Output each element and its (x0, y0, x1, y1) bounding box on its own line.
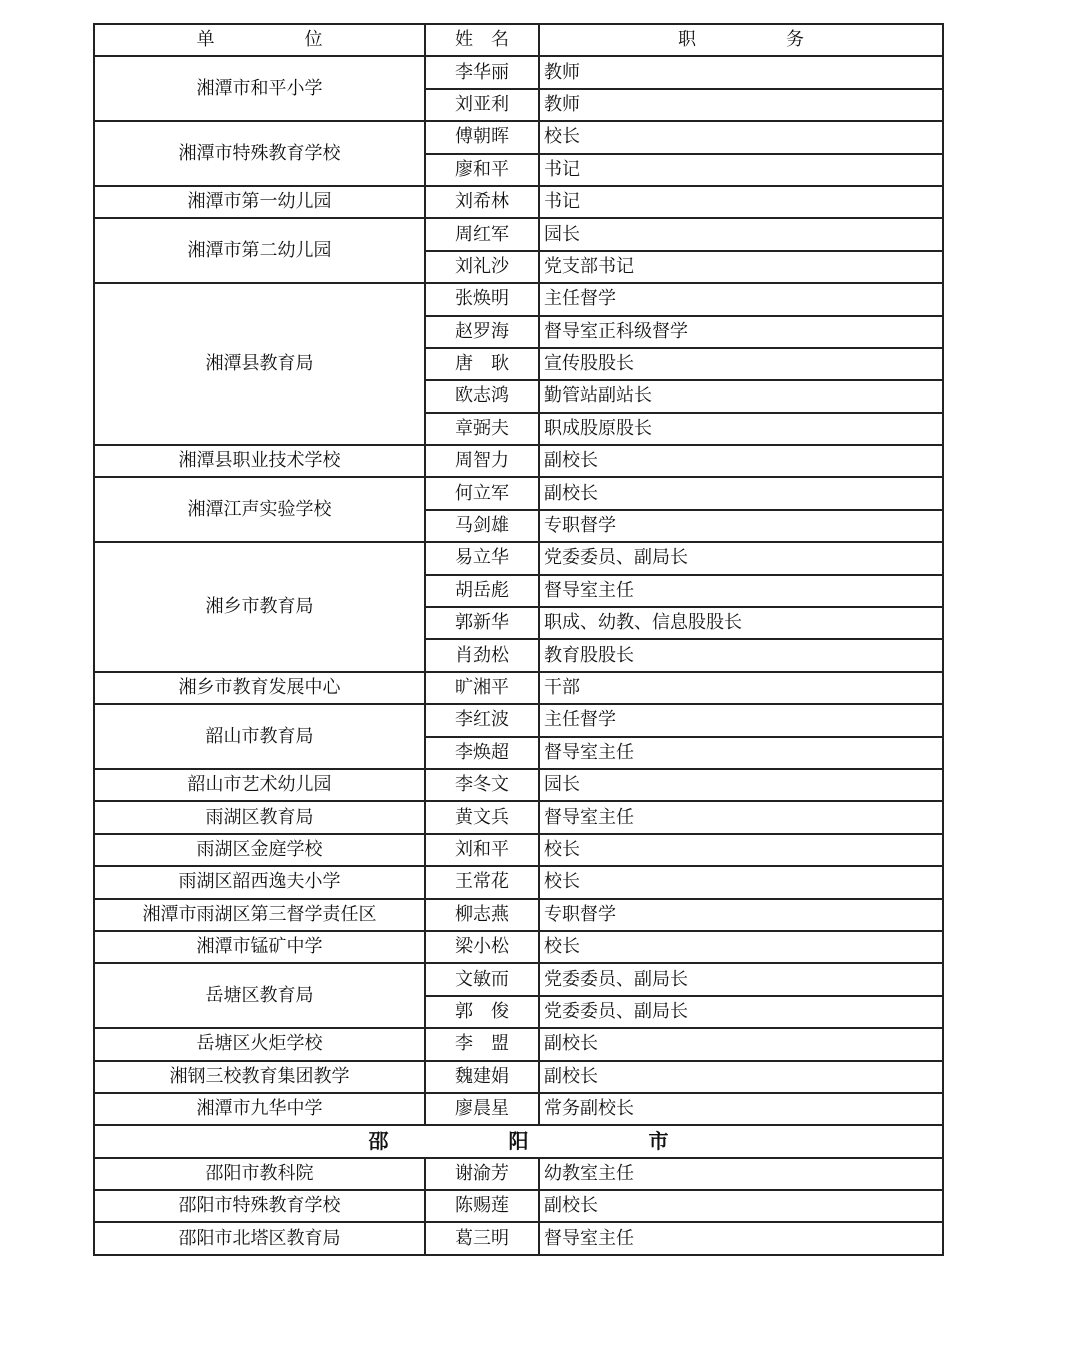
table-row (94, 672, 943, 704)
name-cell: 何立军 (425, 477, 539, 509)
table-body (94, 24, 943, 1255)
position-cell: 书记 (539, 186, 943, 218)
name-cell: 李红波 (425, 704, 539, 736)
name-cell: 周红军 (425, 218, 539, 250)
section-title: 邵 阳 市 (94, 1125, 943, 1157)
name-cell: 廖晨星 (425, 1093, 539, 1125)
name-cell: 魏建娟 (425, 1061, 539, 1093)
unit-cell: 湘潭县教育局 (94, 283, 425, 445)
name-cell: 肖劲松 (425, 639, 539, 671)
table-row (94, 1028, 943, 1060)
unit-cell: 湘潭市第二幼儿园 (94, 218, 425, 283)
section-row (94, 1125, 943, 1157)
unit-cell: 湘钢三校教育集团教学 (94, 1061, 425, 1093)
table-row (94, 218, 943, 250)
unit-cell: 湘潭市锰矿中学 (94, 931, 425, 963)
name-cell: 唐 耿 (425, 348, 539, 380)
position-cell: 教师 (539, 89, 943, 121)
position-cell: 督导室正科级督学 (539, 316, 943, 348)
table-row (94, 834, 943, 866)
position-cell: 副校长 (539, 1061, 943, 1093)
name-cell: 梁小松 (425, 931, 539, 963)
position-cell: 副校长 (539, 445, 943, 477)
unit-cell: 雨湖区韶西逸夫小学 (94, 866, 425, 898)
table-row (94, 899, 943, 931)
position-cell: 校长 (539, 931, 943, 963)
position-cell: 幼教室主任 (539, 1158, 943, 1190)
name-cell: 郭新华 (425, 607, 539, 639)
table-row (94, 866, 943, 898)
table-row (94, 801, 943, 833)
table-row (94, 1222, 943, 1254)
name-cell: 章弼夫 (425, 413, 539, 445)
table-row (94, 186, 943, 218)
position-cell: 常务副校长 (539, 1093, 943, 1125)
table-row (94, 477, 943, 509)
unit-cell: 雨湖区金庭学校 (94, 834, 425, 866)
position-cell: 教育股股长 (539, 639, 943, 671)
unit-cell: 邵阳市特殊教育学校 (94, 1190, 425, 1222)
position-cell: 督导室主任 (539, 575, 943, 607)
position-cell: 副校长 (539, 477, 943, 509)
name-cell: 李 盟 (425, 1028, 539, 1060)
name-cell: 周智力 (425, 445, 539, 477)
position-cell: 校长 (539, 121, 943, 153)
name-cell: 李焕超 (425, 737, 539, 769)
position-cell: 职成、幼教、信息股股长 (539, 607, 943, 639)
name-cell: 陈赐莲 (425, 1190, 539, 1222)
name-cell: 易立华 (425, 542, 539, 574)
header-name: 姓 名 (425, 24, 539, 56)
unit-cell: 岳塘区火炬学校 (94, 1028, 425, 1060)
position-cell: 宣传股股长 (539, 348, 943, 380)
name-cell: 葛三明 (425, 1222, 539, 1254)
table-row (94, 1093, 943, 1125)
name-cell: 欧志鸿 (425, 380, 539, 412)
unit-cell: 岳塘区教育局 (94, 963, 425, 1028)
name-cell: 谢渝芳 (425, 1158, 539, 1190)
name-cell: 傅朝晖 (425, 121, 539, 153)
name-cell: 刘礼沙 (425, 251, 539, 283)
position-cell: 党委委员、副局长 (539, 963, 943, 995)
unit-cell: 湘潭县职业技术学校 (94, 445, 425, 477)
name-cell: 廖和平 (425, 154, 539, 186)
table-row (94, 1190, 943, 1222)
position-cell: 督导室主任 (539, 1222, 943, 1254)
position-cell: 园长 (539, 769, 943, 801)
position-cell: 干部 (539, 672, 943, 704)
name-cell: 刘和平 (425, 834, 539, 866)
table-row (94, 1158, 943, 1190)
position-cell: 督导室主任 (539, 801, 943, 833)
position-cell: 职成股原股长 (539, 413, 943, 445)
name-cell: 郭 俊 (425, 996, 539, 1028)
position-cell: 主任督学 (539, 704, 943, 736)
header-position: 职 务 (539, 24, 943, 56)
table-row (94, 542, 943, 574)
unit-cell: 湘潭市九华中学 (94, 1093, 425, 1125)
unit-cell: 湘潭市特殊教育学校 (94, 121, 425, 186)
position-cell: 党委委员、副局长 (539, 542, 943, 574)
unit-cell: 湘潭市第一幼儿园 (94, 186, 425, 218)
table-row (94, 121, 943, 153)
unit-cell: 韶山市教育局 (94, 704, 425, 769)
table-row (94, 931, 943, 963)
unit-cell: 湘潭市雨湖区第三督学责任区 (94, 899, 425, 931)
unit-cell: 韶山市艺术幼儿园 (94, 769, 425, 801)
position-cell: 副校长 (539, 1028, 943, 1060)
position-cell: 校长 (539, 866, 943, 898)
table-header-row (94, 24, 943, 56)
unit-cell: 湘乡市教育发展中心 (94, 672, 425, 704)
position-cell: 主任督学 (539, 283, 943, 315)
name-cell: 李华丽 (425, 56, 539, 88)
position-cell: 专职督学 (539, 510, 943, 542)
name-cell: 赵罗海 (425, 316, 539, 348)
staff-table (93, 23, 944, 1256)
unit-cell: 邵阳市教科院 (94, 1158, 425, 1190)
position-cell: 勤管站副站长 (539, 380, 943, 412)
name-cell: 刘希林 (425, 186, 539, 218)
table-row (94, 769, 943, 801)
position-cell: 党支部书记 (539, 251, 943, 283)
unit-cell: 湘乡市教育局 (94, 542, 425, 672)
unit-cell: 湘潭江声实验学校 (94, 477, 425, 542)
table-row (94, 283, 943, 315)
position-cell: 专职督学 (539, 899, 943, 931)
table-row (94, 56, 943, 88)
position-cell: 园长 (539, 218, 943, 250)
position-cell: 书记 (539, 154, 943, 186)
header-unit: 单 位 (94, 24, 425, 56)
name-cell: 张焕明 (425, 283, 539, 315)
name-cell: 马剑雄 (425, 510, 539, 542)
unit-cell: 雨湖区教育局 (94, 801, 425, 833)
table-row (94, 704, 943, 736)
name-cell: 黄文兵 (425, 801, 539, 833)
table-row (94, 445, 943, 477)
name-cell: 李冬文 (425, 769, 539, 801)
unit-cell: 邵阳市北塔区教育局 (94, 1222, 425, 1254)
table-row (94, 1061, 943, 1093)
name-cell: 文敏而 (425, 963, 539, 995)
name-cell: 柳志燕 (425, 899, 539, 931)
position-cell: 督导室主任 (539, 737, 943, 769)
position-cell: 校长 (539, 834, 943, 866)
position-cell: 副校长 (539, 1190, 943, 1222)
position-cell: 教师 (539, 56, 943, 88)
unit-cell: 湘潭市和平小学 (94, 56, 425, 121)
name-cell: 胡岳彪 (425, 575, 539, 607)
name-cell: 王常花 (425, 866, 539, 898)
name-cell: 刘亚利 (425, 89, 539, 121)
table-row (94, 963, 943, 995)
name-cell: 旷湘平 (425, 672, 539, 704)
position-cell: 党委委员、副局长 (539, 996, 943, 1028)
